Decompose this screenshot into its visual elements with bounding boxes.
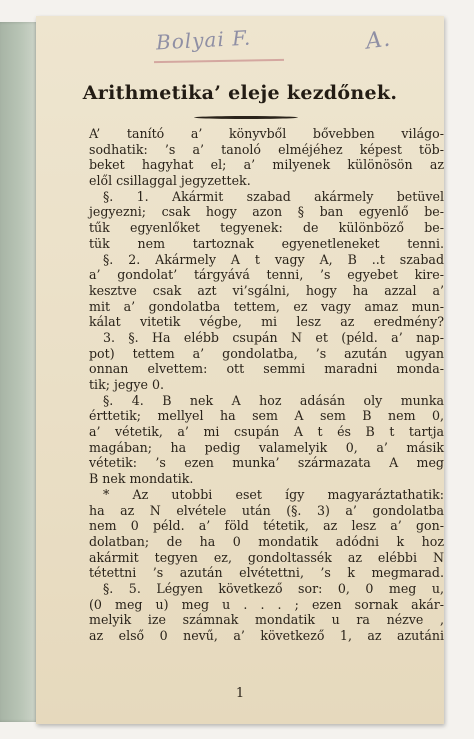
text-line: 3. §. Ha elébb csupán N et (péld. a’ nap- <box>103 329 444 345</box>
text-line: §. 5. Légyen következő sor: 0, 0 meg u, <box>103 580 444 596</box>
text-line: §. 2. Akármely A t vagy A, B ..t szabad <box>103 251 444 267</box>
text-line: nem 0 péld. a’ föld tétetik, az lesz a’ gon- <box>89 518 444 534</box>
text-line: * Az utobbi eset így magyaráztathatik: <box>103 486 444 502</box>
text-line: sodhatik: ’s a’ tanoló elméjéhez képest töb- <box>89 141 444 157</box>
text-line: vétetik: ’s ezen munka’ származata A meg <box>89 455 444 471</box>
text-line: tétettni ’s azután elvétettni, ’s k megmarad. <box>89 565 444 581</box>
pencil-mark: A. <box>364 26 393 55</box>
text-line: pot) tettem a’ gondolatba, ’s azután ugyan <box>89 345 444 361</box>
text-line: a’ gondolat’ tárgyává tenni, ’s egyebet kire- <box>89 267 444 283</box>
text-line: jegyezni; csak hogy azon § ban egyenlő be- <box>89 204 444 220</box>
page-number: 1 <box>235 686 245 701</box>
text-line: a’ vétetik, a’ mi csupán A t és B t tartja <box>89 424 444 440</box>
title-rule <box>194 116 298 119</box>
text-line: dolatban; de ha 0 mondatik adódni k hoz <box>89 533 444 549</box>
text-line: magában; ha pedig valamelyik 0, a’ másik <box>89 439 444 455</box>
text-line: az első 0 nevű, a’ következő 1, az azutáni <box>89 628 444 643</box>
pencil-inscription: Bolyai F. <box>155 25 252 55</box>
text-line: tük nem tartoznak egyenetleneket tenni. <box>89 235 444 251</box>
book-page <box>36 16 444 724</box>
text-line: érttetik; mellyel ha sem A sem B nem 0, <box>89 408 444 424</box>
text-line: A’ tanító a’ könyvből bővebben világo- <box>89 126 444 141</box>
text-line: kálat vitetik végbe, mi lesz az eredmény? <box>89 314 444 330</box>
text-line: mit a’ gondolatba tettem, ez vagy amaz mun- <box>89 298 444 314</box>
red-pencil-underline <box>154 59 284 63</box>
book-spine <box>0 22 38 722</box>
text-line: §. 4. B nek A hoz adásán oly munka <box>103 392 444 408</box>
text-line: ha az N elvétele után (§. 3) a’ gondolatba <box>89 502 444 518</box>
text-line: kesztve csak azt vi’sgálni, hogy ha azzal a’ <box>89 282 444 298</box>
text-line: akármit tegyen ez, gondoltassék az elébbi N <box>89 549 444 565</box>
text-line: onnan elvettem: ott semmi maradni monda- <box>89 361 444 377</box>
body-text <box>89 126 444 644</box>
text-line: tik; jegye 0. <box>89 377 164 392</box>
text-line: (0 meg u) meg u . . . ; ezen sornak akár- <box>89 596 444 612</box>
text-line: melyik ize számnak mondatik u ra nézve , <box>89 612 444 628</box>
text-line: tűk egyenlőket tegyenek: de különböző be- <box>89 220 444 236</box>
text-line: beket hagyhat el; a’ milyenek különösön az <box>89 157 444 173</box>
text-line: §. 1. Akármit szabad akármely betüvel <box>103 188 444 204</box>
text-line: B nek mondatik. <box>89 471 194 487</box>
page-title: Arithmetika’ eleje kezdőnek. <box>82 82 398 104</box>
text-line: elől csillaggal jegyzettek. <box>89 173 251 189</box>
